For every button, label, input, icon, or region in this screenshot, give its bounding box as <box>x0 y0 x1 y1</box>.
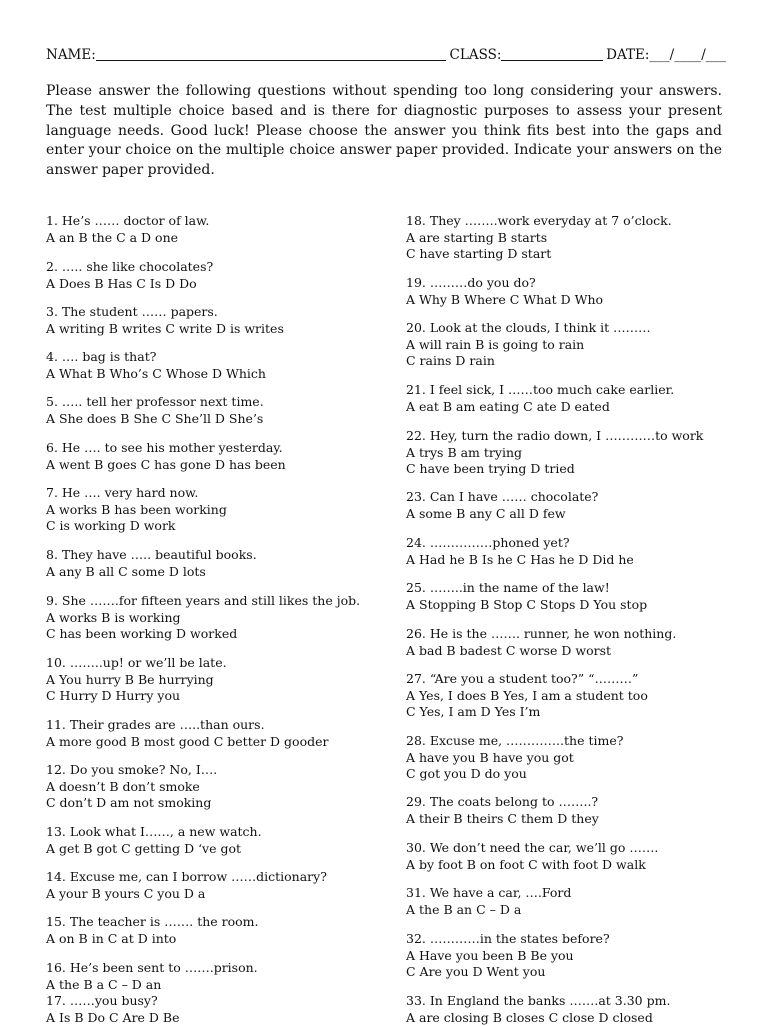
answer-options: C have starting D start <box>406 246 766 263</box>
answer-options: A works B has been working <box>46 502 406 519</box>
question-text: 32. …………in the states before? <box>406 931 766 948</box>
question-text: 2. ….. she like chocolates? <box>46 259 406 276</box>
class-label: CLASS: <box>450 47 502 63</box>
answer-options: A some B any C all D few <box>406 506 766 523</box>
instructions-paragraph: Please answer the following questions without spending too long considering your answers. The test multiple choice based and is there for diagnostic purposes to assess your present language needs. Good luck! Please choose the answer you think fits best into the gaps and enter your choice on the multiple choice answer paper provided. Indicate your answers on the answer paper provided. <box>46 82 722 181</box>
answer-options: A have you B have you got <box>406 750 766 767</box>
answer-options: A writing B writes C write D is writes <box>46 321 406 338</box>
answer-options: A are starting B starts <box>406 230 766 247</box>
question-text: 12. Do you smoke? No, I…. <box>46 762 406 779</box>
question-text: 21. I feel sick, I ……too much cake earlier. <box>406 382 766 399</box>
question-block <box>46 349 406 382</box>
question-block <box>46 547 406 580</box>
question-block <box>46 485 406 535</box>
answer-options: A will rain B is going to rain <box>406 337 766 354</box>
question-block <box>46 762 406 812</box>
answer-options: A Stopping B Stop C Stops D You stop <box>406 597 766 614</box>
question-block <box>46 259 406 292</box>
question-text: 5. ….. tell her professor next time. <box>46 394 406 411</box>
question-block <box>406 993 766 1026</box>
question-text: 29. The coats belong to ……..? <box>406 794 766 811</box>
answer-options: C Yes, I am D Yes I’m <box>406 704 766 721</box>
question-block <box>46 213 406 246</box>
question-block <box>46 824 406 857</box>
question-block <box>406 733 766 783</box>
question-text: 19. ………do you do? <box>406 275 766 292</box>
question-text: 4. …. bag is that? <box>46 349 406 366</box>
question-text: 7. He …. very hard now. <box>46 485 406 502</box>
answer-options: A the B a C – D an <box>46 977 406 994</box>
question-text: 17. ……you busy? <box>46 993 406 1010</box>
question-block <box>406 671 766 721</box>
answer-options: A works B is working <box>46 610 406 627</box>
answer-options: A You hurry B Be hurrying <box>46 672 406 689</box>
question-block <box>406 794 766 827</box>
name-label: NAME: <box>46 47 96 63</box>
question-text: 20. Look at the clouds, I think it ……… <box>406 320 766 337</box>
question-text: 27. “Are you a student too?” “………” <box>406 671 766 688</box>
question-text: 18. They ……..work everyday at 7 o’clock. <box>406 213 766 230</box>
question-block <box>46 914 406 947</box>
question-block <box>46 304 406 337</box>
answer-options: C Are you D Went you <box>406 964 766 981</box>
student-info-header <box>46 47 726 63</box>
answer-options: A get B got C getting D ‘ve got <box>46 841 406 858</box>
answer-options: A trys B am trying <box>406 445 766 462</box>
answer-options: C Hurry D Hurry you <box>46 688 406 705</box>
answer-options: A are closing B closes C close D closed <box>406 1010 766 1026</box>
question-text: 23. Can I have …… chocolate? <box>406 489 766 506</box>
question-text: 31. We have a car, ….Ford <box>406 885 766 902</box>
answer-options: A bad B badest C worse D worst <box>406 643 766 660</box>
answer-options: C rains D rain <box>406 353 766 370</box>
question-text: 1. He’s …… doctor of law. <box>46 213 406 230</box>
question-text: 3. The student …… papers. <box>46 304 406 321</box>
class-field-line[interactable] <box>501 48 603 61</box>
answer-options: A Is B Do C Are D Be <box>46 1010 406 1026</box>
question-block <box>406 535 766 568</box>
question-text: 25. ……..in the name of the law! <box>406 580 766 597</box>
answer-options: A eat B am eating C ate D eated <box>406 399 766 416</box>
answer-options: A your B yours C you D a <box>46 886 406 903</box>
answer-options: A Had he B Is he C Has he D Did he <box>406 552 766 569</box>
answer-options: A by foot B on foot C with foot D walk <box>406 857 766 874</box>
answer-options: A Why B Where C What D Who <box>406 292 766 309</box>
question-block <box>406 428 766 478</box>
question-block <box>406 840 766 873</box>
answer-options: A on B in C at D into <box>46 931 406 948</box>
answer-options: A She does B She C She’ll D She’s <box>46 411 406 428</box>
answer-options: A went B goes C has gone D has been <box>46 457 406 474</box>
answer-options: A What B Who’s C Whose D Which <box>46 366 406 383</box>
answer-options: A Have you been B Be you <box>406 948 766 965</box>
question-block <box>406 626 766 659</box>
question-text: 28. Excuse me, …………..the time? <box>406 733 766 750</box>
question-text: 24. ……………phoned yet? <box>406 535 766 552</box>
answer-options: C is working D work <box>46 518 406 535</box>
answer-options: A the B an C – D a <box>406 902 766 919</box>
question-block <box>46 593 406 643</box>
question-block <box>406 275 766 308</box>
answer-options: C have been trying D tried <box>406 461 766 478</box>
question-text: 16. He’s been sent to …….prison. <box>46 960 406 977</box>
answer-options: C got you D do you <box>406 766 766 783</box>
question-block <box>46 993 406 1026</box>
question-block <box>406 580 766 613</box>
question-block <box>406 885 766 918</box>
question-text: 6. He …. to see his mother yesterday. <box>46 440 406 457</box>
answer-options: A more good B most good C better D gooder <box>46 734 406 751</box>
question-block <box>406 320 766 370</box>
question-block <box>46 394 406 427</box>
answer-options: A doesn’t B don’t smoke <box>46 779 406 796</box>
question-text: 22. Hey, turn the radio down, I …………to work <box>406 428 766 445</box>
question-block <box>406 382 766 415</box>
question-text: 13. Look what I……, a new watch. <box>46 824 406 841</box>
date-label: DATE:___/____/___ <box>606 47 726 63</box>
question-block <box>406 489 766 522</box>
question-block <box>46 717 406 750</box>
question-block <box>46 440 406 473</box>
question-text: 15. The teacher is ……. the room. <box>46 914 406 931</box>
name-field-line[interactable] <box>96 48 446 61</box>
answer-options: A Yes, I does B Yes, I am a student too <box>406 688 766 705</box>
question-text: 30. We don’t need the car, we’ll go ……. <box>406 840 766 857</box>
question-block <box>46 869 406 902</box>
answer-options: C has been working D worked <box>46 626 406 643</box>
question-block <box>406 213 766 263</box>
question-text: 33. In England the banks …….at 3.30 pm. <box>406 993 766 1010</box>
answer-options: A an B the C a D one <box>46 230 406 247</box>
question-block <box>46 960 406 993</box>
answer-options: C don’t D am not smoking <box>46 795 406 812</box>
question-text: 11. Their grades are …..than ours. <box>46 717 406 734</box>
answer-options: A Does B Has C Is D Do <box>46 276 406 293</box>
question-text: 26. He is the ……. runner, he won nothing. <box>406 626 766 643</box>
question-text: 9. She …….for fifteen years and still likes the job. <box>46 593 406 610</box>
question-block <box>46 655 406 705</box>
answer-options: A any B all C some D lots <box>46 564 406 581</box>
answer-options: A their B theirs C them D they <box>406 811 766 828</box>
question-block <box>406 931 766 981</box>
question-text: 10. ……..up! or we’ll be late. <box>46 655 406 672</box>
question-text: 14. Excuse me, can I borrow ……dictionary? <box>46 869 406 886</box>
question-text: 8. They have ….. beautiful books. <box>46 547 406 564</box>
